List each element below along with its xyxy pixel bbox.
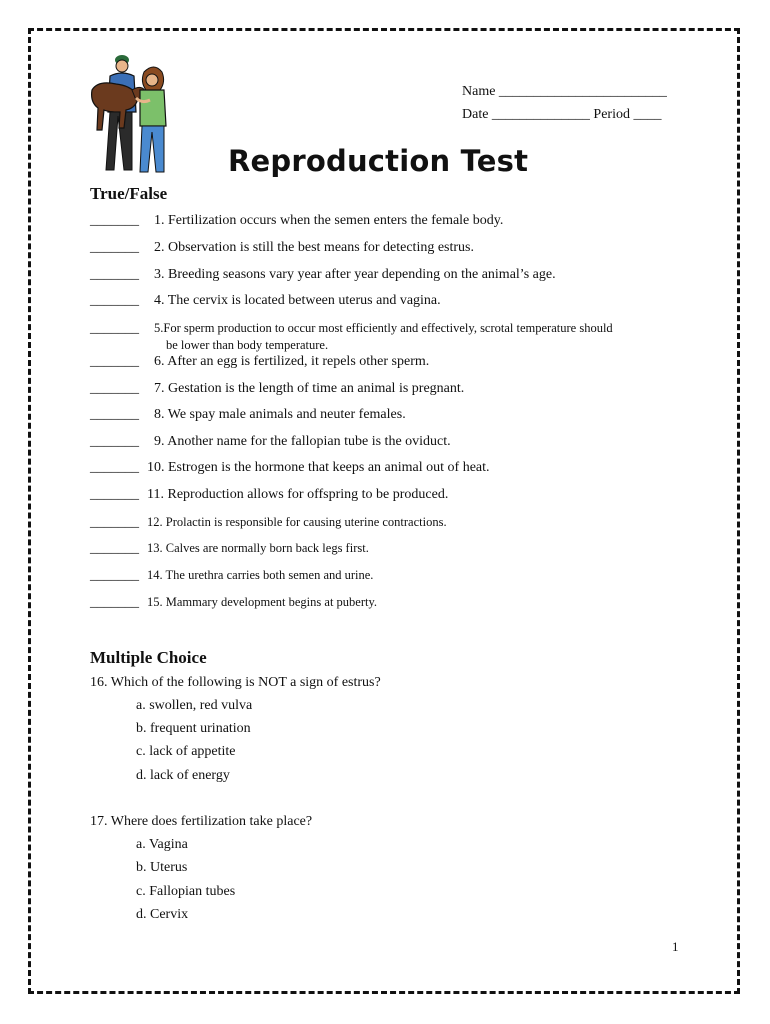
answer-blank[interactable]: _______ [90,487,139,502]
tf-item [90,407,406,423]
question-text: 14. The urethra carries both semen and urine. [147,568,374,582]
mc-option[interactable]: c. lack of appetite [136,744,236,759]
page-title: Reproduction Test [228,144,529,178]
question-text: 3. Breeding seasons vary year after year depending on the animal’s age. [154,267,556,282]
question-text: 2. Observation is still the best means for detecting estrus. [154,240,474,255]
answer-blank[interactable]: _______ [90,568,139,583]
tf-item [90,267,556,283]
tf-item [90,487,448,503]
tf-item [90,381,464,397]
answer-blank[interactable]: _______ [90,240,139,255]
question-text: 5.For sperm production to occur most efficiently and effectively, scrotal temperature should [154,321,613,335]
question-text: 9. Another name for the fallopian tube is the oviduct. [154,434,451,449]
answer-blank[interactable]: _______ [90,381,139,396]
question-text: 1. Fertilization occurs when the semen enters the female body. [154,213,504,228]
student-info-fields [462,80,667,126]
answer-blank[interactable]: _______ [90,407,139,422]
question-text: 4. The cervix is located between uterus and vagina. [154,293,441,308]
question-text: 7. Gestation is the length of time an animal is pregnant. [154,381,465,396]
answer-blank[interactable]: _______ [90,354,139,369]
question-text-continued: be lower than body temperature. [166,338,329,352]
mc-question: 16. Which of the following is NOT a sign of estrus? [90,675,381,690]
answer-blank[interactable]: _______ [90,267,139,282]
page-number: 1 [672,939,679,954]
mc-option[interactable]: a. swollen, red vulva [136,698,253,713]
question-text: 13. Calves are normally born back legs first. [147,541,369,555]
name-field[interactable]: Name ________________________ [462,84,667,99]
tf-item [90,568,373,584]
tf-item [90,213,503,229]
answer-blank[interactable]: _______ [90,515,139,530]
tf-item [90,240,474,256]
question-text: 11. Reproduction allows for offspring to be produced. [147,487,449,502]
tf-item [90,595,377,611]
answer-blank[interactable]: _______ [90,434,139,449]
mc-option[interactable]: a. Vagina [136,837,188,852]
true-false-heading: True/False [90,184,168,203]
answer-blank[interactable]: _______ [90,595,139,610]
answer-blank[interactable]: _______ [90,321,139,336]
mc-option[interactable]: d. lack of energy [136,768,230,783]
mc-option[interactable]: b. frequent urination [136,721,251,736]
tf-item [90,515,447,531]
mc-option[interactable]: c. Fallopian tubes [136,884,236,899]
mc-question: 17. Where does fertilization take place? [90,814,313,829]
answer-blank[interactable]: _______ [90,460,139,475]
mc-option[interactable]: b. Uterus [136,860,188,875]
question-text: 6. After an egg is fertilized, it repels other sperm. [154,354,430,369]
farmers-with-calf-illustration-icon [86,50,178,178]
answer-blank[interactable]: _______ [90,213,139,228]
tf-item [90,321,613,352]
answer-blank[interactable]: _______ [90,541,139,556]
multiple-choice-heading: Multiple Choice [90,648,207,667]
tf-item [90,354,429,370]
question-text: 15. Mammary development begins at puberty. [147,595,378,609]
tf-item [90,293,441,309]
tf-item [90,434,451,450]
question-text: 12. Prolactin is responsible for causing uterine contractions. [147,515,447,529]
question-text: 8. We spay male animals and neuter females. [154,407,406,422]
tf-item [90,541,369,557]
date-period-field[interactable]: Date ______________ Period ____ [462,107,662,122]
question-text: 10. Estrogen is the hormone that keeps an animal out of heat. [147,460,490,475]
tf-item [90,460,490,476]
answer-blank[interactable]: _______ [90,293,139,308]
mc-option[interactable]: d. Cervix [136,907,189,922]
